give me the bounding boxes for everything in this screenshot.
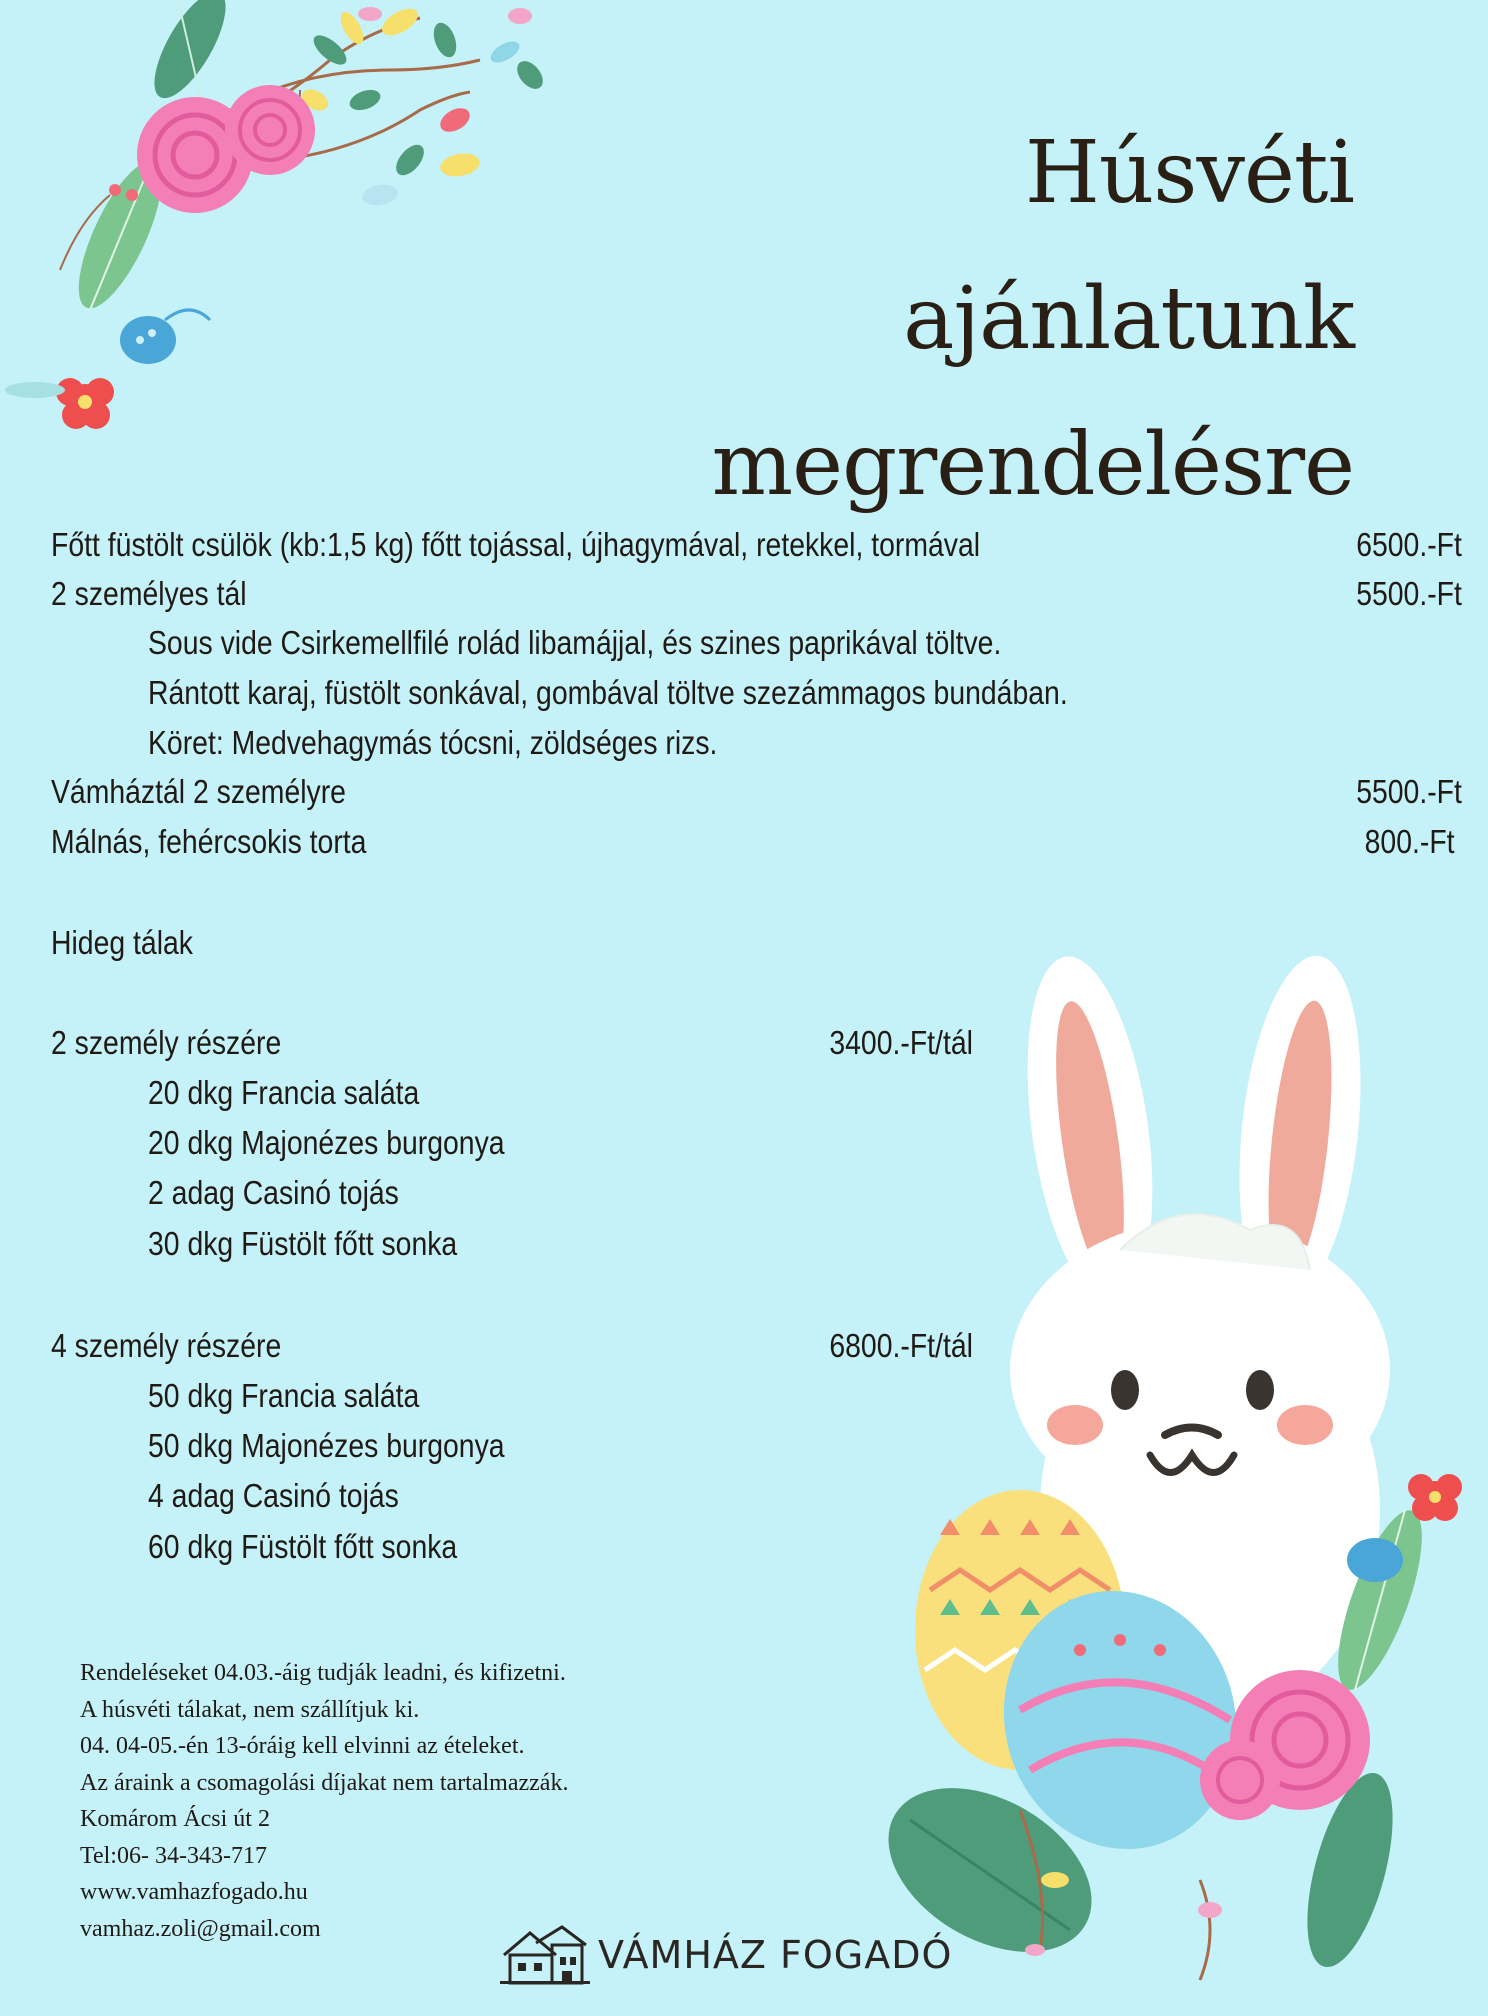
house-icon: [500, 1925, 590, 1985]
brand-name: VÁMHÁZ FOGADÓ: [598, 1933, 953, 1977]
menu-item-name: Málnás, fehércsokis torta: [51, 823, 367, 860]
address: Komárom Ácsi út 2: [80, 1806, 270, 1832]
platter-price: 6800.-Ft/tál: [829, 1327, 973, 1364]
menu-item-price: 6500.-Ft: [1356, 526, 1462, 563]
page-title: [594, 100, 1354, 538]
menu-item-detail: Sous vide Csirkemellfilé rolád libamájjal, és szines paprikával töltve.: [148, 624, 1002, 661]
menu-item-detail: Köret: Medvehagymás tócsni, zöldséges rizs.: [148, 724, 718, 761]
order-notes: [80, 1655, 568, 1947]
platter-item: 20 dkg Majonézes burgonya: [148, 1124, 505, 1161]
platter-price: 3400.-Ft/tál: [829, 1024, 973, 1061]
cold-platters-heading: Hideg tálak: [51, 924, 193, 961]
easter-bunny-illustration: [880, 950, 1480, 2010]
platter-item: 50 dkg Francia saláta: [148, 1377, 420, 1414]
note-line: Rendeléseket 04.03.-áig tudják leadni, és kifizetni.: [80, 1660, 566, 1686]
title-line-1: Húsvéti: [1024, 123, 1354, 223]
menu-item-price: 800.-Ft: [1365, 823, 1455, 860]
note-line: A húsvéti tálakat, nem szállítjuk ki.: [80, 1696, 420, 1723]
brand-logo: [500, 1924, 952, 1986]
menu-item-name: Vámháztál 2 személyre: [51, 773, 346, 810]
platter-item: 50 dkg Majonézes burgonya: [148, 1427, 505, 1464]
note-line: Az áraink a csomagolási díjakat nem tartalmazzák.: [80, 1769, 569, 1796]
menu-item-name: Főtt füstölt csülök (kb:1,5 kg) főtt tojással, újhagymával, retekkel, tormával: [51, 526, 981, 563]
menu-item-name: 2 személyes tál: [51, 575, 247, 612]
platter-item: 60 dkg Füstölt főtt sonka: [148, 1528, 458, 1565]
platter-name: 2 személy részére: [51, 1024, 282, 1061]
phone: Tel:06- 34-343-717: [80, 1842, 267, 1869]
menu-item-price: 5500.-Ft: [1356, 575, 1462, 612]
note-line: 04. 04-05.-én 13-óráig kell elvinni az ételeket.: [80, 1733, 525, 1759]
title-line-3: megrendelésre: [711, 415, 1354, 515]
menu-item-price: 5500.-Ft: [1356, 773, 1462, 810]
platter-item: 2 adag Casinó tojás: [148, 1174, 399, 1211]
platter-item: 20 dkg Francia saláta: [148, 1074, 420, 1111]
platter-item: 4 adag Casinó tojás: [148, 1477, 399, 1514]
menu-item-detail: Rántott karaj, füstölt sonkával, gombával töltve szezámmagos bundában.: [148, 674, 1068, 711]
platter-item: 30 dkg Füstölt főtt sonka: [148, 1225, 458, 1262]
title-line-2: ajánlatunk: [903, 269, 1354, 369]
platter-name: 4 személy részére: [51, 1327, 282, 1364]
email-link[interactable]: vamhaz.zoli@gmail.com: [80, 1915, 321, 1942]
website-link[interactable]: www.vamhazfogado.hu: [80, 1879, 308, 1905]
floral-decoration-top-left: [0, 0, 580, 440]
